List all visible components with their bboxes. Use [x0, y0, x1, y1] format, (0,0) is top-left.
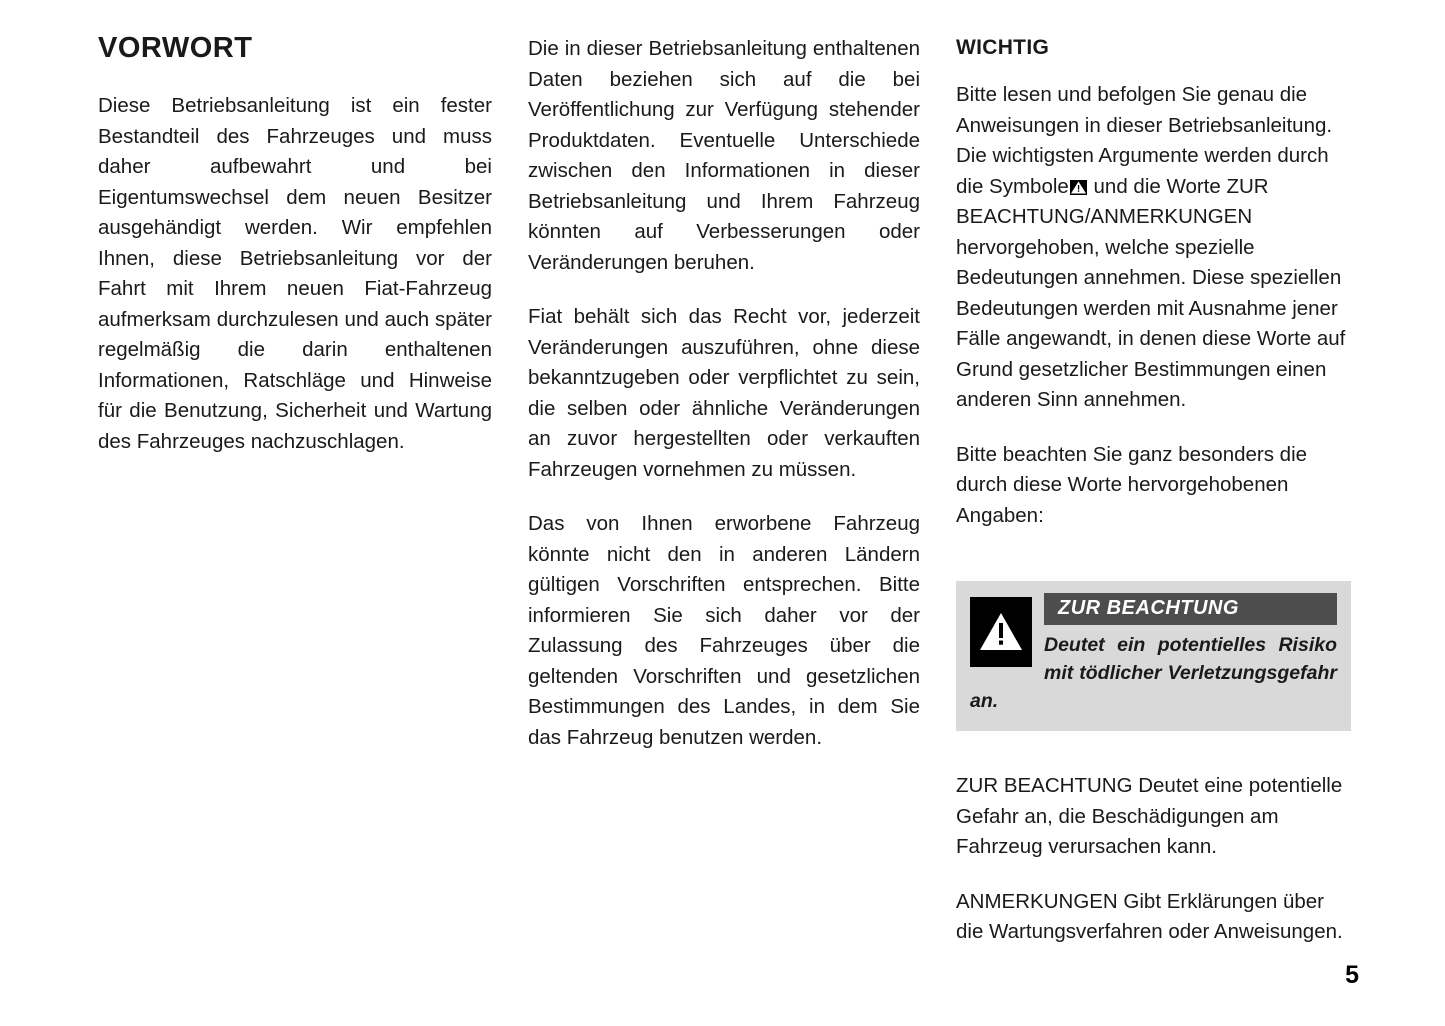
warning-callout-box	[956, 581, 1351, 731]
warning-box-text: Deutet ein potentielles Risiko mit tödlicher Verletzungsgefahr an.	[970, 634, 1337, 712]
paragraph: Die in dieser Betriebsanleitung enthaltenen Daten beziehen sich auf die bei Veröffentlichung zur Verfügung stehender Produktdaten. Eventuelle Unterschiede zwischen den Informationen in dieser Betriebsanleitung und Ihrem Fahrzeug könnten auf Verbesserungen oder Veränderungen beruhen.	[528, 37, 920, 274]
column-two	[528, 34, 920, 948]
paragraph-text-before-symbol: Bitte lesen und befolgen Sie genau die Anweisungen in dieser Betriebsanleitung. Die wichtigsten Argumente werden durch die Symbole	[956, 83, 1333, 198]
page-columns	[98, 34, 1353, 948]
notes-after-warning	[956, 771, 1351, 948]
paragraph: Diese Betriebsanleitung ist ein fester Bestandteil des Fahrzeuges und muss daher aufbewahrt und bei Eigentumswechsel dem neuen Besitzer ausgehändigt werden. Wir empfehlen Ihnen, diese Betriebsanleitung vor der Fahrt mit Ihrem neuen Fiat-Fahrzeug aufmerksam durchzulesen und auch später regelmäßig die darin enthaltenen Informationen, Ratschläge und Hinweise für die Benutzung, Sicherheit und Wartung des Fahrzeuges nachzuschlagen.	[98, 94, 492, 453]
paragraph-text-after-symbol: und die Worte ZUR BEACHTUNG/ANMERKUNGEN hervorgehoben, welche spezielle Bedeutungen annehmen. Diese speziellen Bedeutungen werden mit Ausnahme jener Fälle angewandt, in denen diese Worte auf Grund gesetzlicher Bestimmungen einen anderen Sinn annehmen.	[956, 174, 1346, 411]
paragraph: Bitte beachten Sie ganz besonders die durch diese Worte hervorgehobenen Angaben:	[956, 442, 1308, 527]
paragraph-with-symbol	[956, 80, 1351, 416]
page-number: 5	[1345, 961, 1359, 989]
page-title: VORWORT	[98, 32, 253, 64]
column-one	[98, 34, 492, 948]
warning-triangle-icon	[970, 597, 1032, 667]
paragraph: ZUR BEACHTUNG Deutet eine potentielle Gefahr an, die Beschädigungen am Fahrzeug verursachen kann.	[956, 774, 1343, 858]
section-heading-wichtig: WICHTIG	[956, 36, 1050, 59]
warning-box-header: ZUR BEACHTUNG	[1044, 593, 1337, 625]
paragraph: Fiat behält sich das Recht vor, jederzeit Veränderungen auszuführen, ohne diese bekanntzugeben oder verpflichtet zu sein, die selben oder ähnliche Veränderungen an zuvor hergestellten oder verkauften Fahrzeugen vornehmen zu müssen.	[528, 305, 920, 481]
column-three	[956, 34, 1351, 948]
paragraph: ANMERKUNGEN Gibt Erklärungen über die Wartungsverfahren oder Anweisungen.	[956, 889, 1343, 943]
paragraph: Das von Ihnen erworbene Fahrzeug könnte nicht den in anderen Ländern gültigen Vorschriften entsprechen. Bitte informieren Sie sich daher vor der Zulassung des Fahrzeuges über die geltenden Vorschriften und gesetzlichen Bestimmungen des Landes, in dem Sie das Fahrzeug benutzen werden.	[528, 512, 920, 749]
warning-triangle-icon	[1070, 180, 1087, 195]
